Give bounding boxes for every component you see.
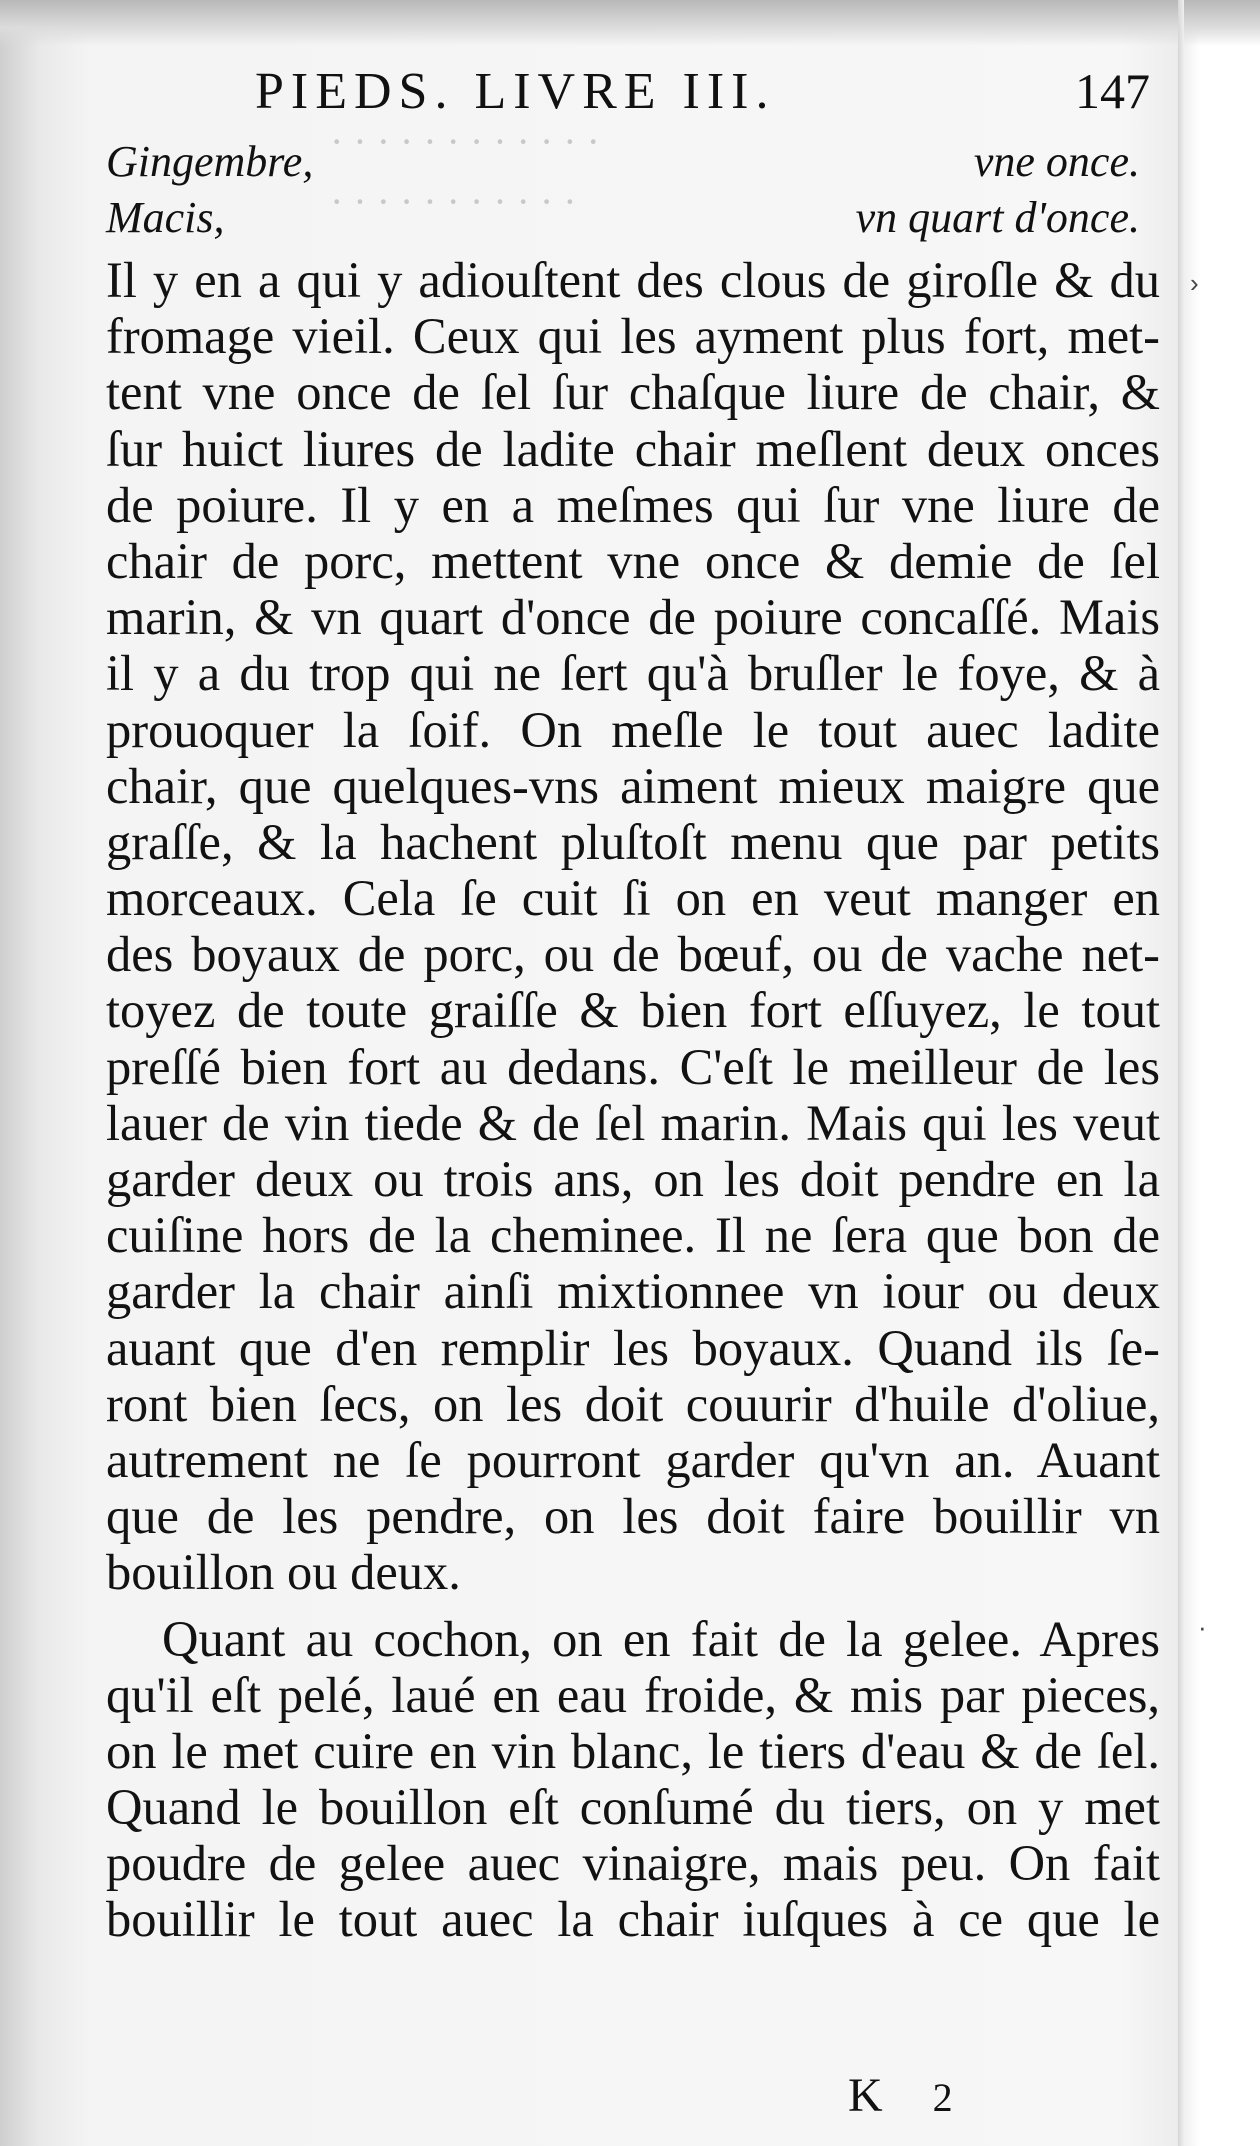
text-line: marin, & vn quart d'once de poiure concaſſé. Mais bbox=[106, 589, 1160, 646]
text-line: des boyaux de porc, ou de bœuf, ou de vache net- bbox=[106, 926, 1160, 983]
text-line: garder la chair ainſi mixtionnee vn iour ou deux bbox=[106, 1263, 1160, 1320]
text-line: que de les pendre, on les doit faire bouillir vn bbox=[106, 1488, 1160, 1545]
text-line: tent vne once de ſel ſur chaſque liure de chair, & bbox=[106, 364, 1160, 421]
ingredient-name: Gingembre, bbox=[106, 137, 314, 186]
ingredient-amount: vne once. bbox=[973, 137, 1140, 186]
text-line: on le met cuire en vin blanc, le tiers d'eau & de ſel. bbox=[106, 1722, 1160, 1779]
body-text bbox=[106, 252, 1160, 1948]
signature-number: 2 bbox=[932, 2075, 957, 2120]
ingredient-name: Macis, bbox=[106, 193, 225, 242]
text-line: cuiſine hors de la cheminee. Il ne ſera que bon de bbox=[106, 1207, 1160, 1264]
paragraph-gap bbox=[106, 1601, 1160, 1611]
text-line: qu'il eſt pelé, laué en eau froide, & mis par pieces, bbox=[106, 1666, 1160, 1723]
text-line: morceaux. Cela ſe cuit ſi on en veut manger en bbox=[106, 870, 1160, 927]
text-line: bouillon ou deux. bbox=[106, 1544, 461, 1601]
text-line: ſur huict liures de ladite chair meſlent deux onces bbox=[106, 420, 1160, 477]
text-line: autrement ne ſe pourront garder qu'vn an. Auant bbox=[106, 1431, 1160, 1488]
text-line: poudre de gelee auec vinaigre, mais peu. On fait bbox=[106, 1835, 1160, 1892]
running-title: PIEDS. LIVRE III. bbox=[255, 63, 776, 120]
text-line: chair de porc, mettent vne once & demie de ſel bbox=[106, 532, 1160, 589]
recipe-line bbox=[106, 136, 1140, 192]
signature-mark bbox=[848, 2068, 957, 2123]
show-through: · · · · · · · · · · · bbox=[330, 179, 577, 224]
page-edge bbox=[1178, 0, 1184, 2146]
margin-mark: › bbox=[1190, 268, 1199, 298]
text-line: toyez de toute graiſſe & bien fort eſſuyez, le tout bbox=[106, 982, 1160, 1039]
paragraph bbox=[106, 252, 1160, 1601]
text-line: Il y en a qui y adiouſtent des clous de giroſle & du bbox=[106, 252, 1160, 308]
text-line: bouillir le tout auec la chair iuſques à ce que le bbox=[106, 1891, 1160, 1948]
scan-shadow bbox=[0, 0, 1260, 46]
text-line: auant que d'en remplir les boyaux. Quand ils ſe- bbox=[106, 1319, 1160, 1376]
page-number: 147 bbox=[1075, 63, 1150, 119]
show-through: · · · · · · · · · · · · bbox=[330, 119, 600, 164]
text-line: Quand le bouillon eſt conſumé du tiers, on y met bbox=[106, 1779, 1160, 1836]
text-line: preſſé bien fort au dedans. C'eſt le meilleur de les bbox=[106, 1038, 1160, 1095]
text-line: garder deux ou trois ans, on les doit pendre en la bbox=[106, 1151, 1160, 1207]
signature-letter: K bbox=[848, 2069, 887, 2122]
paragraph bbox=[106, 1611, 1160, 1948]
text-line: Quant au cochon, on en fait de la gelee. Apres bbox=[162, 1610, 1160, 1667]
text-line: prouoquer la ſoif. On meſle le tout auec ladite bbox=[106, 701, 1160, 758]
ingredient-amount: vn quart d'once. bbox=[855, 193, 1140, 242]
text-line: il y a du trop qui ne ſert qu'à bruſler le foye, & à bbox=[106, 645, 1160, 702]
recipe-line bbox=[106, 192, 1140, 248]
text-line: ront bien ſecs, on les doit couurir d'huile d'oliue, bbox=[106, 1375, 1160, 1432]
text-line: graſſe, & la hachent pluſtoſt menu que par petits bbox=[106, 813, 1160, 870]
text-line: chair, que quelques-vns aiment mieux maigre que bbox=[106, 757, 1160, 814]
running-header bbox=[140, 62, 1150, 126]
text-line: fromage vieil. Ceux qui les ayment plus fort, met- bbox=[106, 308, 1160, 365]
margin-mark: · bbox=[1198, 1612, 1207, 1642]
text-line: lauer de vin tiede & de ſel marin. Mais qui les veut bbox=[106, 1094, 1160, 1151]
text-line: de poiure. Il y en a meſmes qui ſur vne liure de bbox=[106, 476, 1160, 533]
